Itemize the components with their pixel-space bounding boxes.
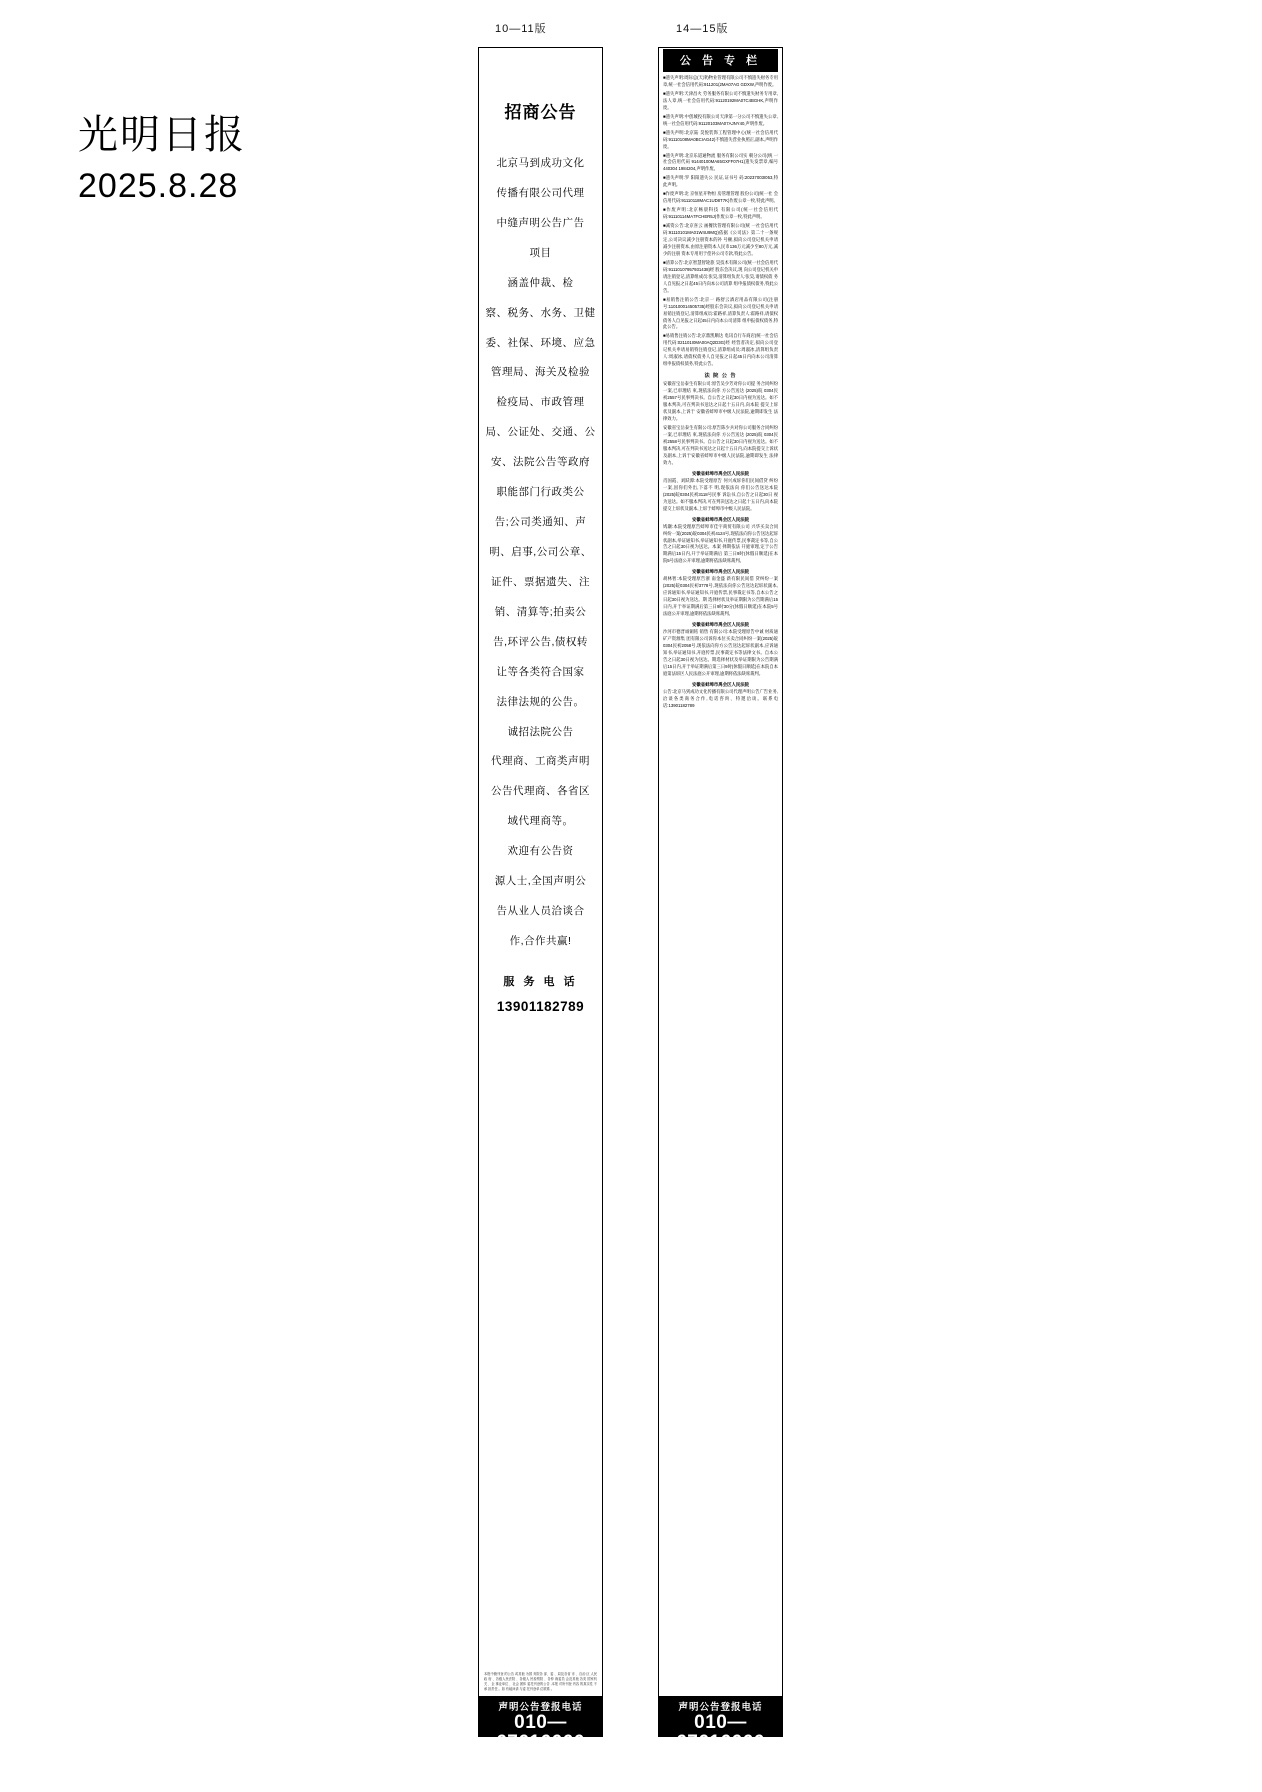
- notice-item: ■遗失声明:北京乐道通物流 服务有限公司实 朝分公司(统 一社会信用代码 91440100MA65GXFF07H1)遗失发票章,编号440304 1984204,声明作废。: [663, 152, 778, 172]
- ad-line: 管理局、海关及检验: [491, 366, 590, 379]
- legal-fineprint: 本报中缝刊登 的公告 或其他 为国 务院各 部、委 、局及各省 市 、自治 区 人民政 府 、各级人民法院 、各级人 民检察院 、各仲 裁委员 会及其他 各类 国家机关 、企 事业单位 、社会 团体 委托刊登的公告 ,本报 对所刊登 内容 的真实性 不承 担责任 。如 有疑问请 与委 托刊登单 位联系 。: [484, 1672, 597, 1692]
- page-range-left: 10—11版: [495, 23, 547, 35]
- masthead: [78, 110, 408, 208]
- ad-line: 察、税务、水务、卫健: [485, 306, 596, 319]
- court-name: 安徽省蚌埠市禹会区人民法院: [691, 681, 750, 687]
- ad-line: 诚招法院公告: [507, 725, 574, 738]
- notice-list: [663, 75, 778, 368]
- ad-line: 让等各类符合国家: [496, 665, 585, 678]
- notice-item: ■遗失声明:罗 阳阳遗失公 民证,证书号 码:20237003I053,特此声明。: [663, 175, 778, 188]
- ad-line: 委、社保、环境、应急: [485, 336, 596, 349]
- ad-line: 代理商、工商类声明: [491, 755, 590, 768]
- notice-item: ■易销售注销公告:北京鼎凯顺达 电讯自行车商店(统一社会信用代码:021101I0MA00AQ2D3G)经 经营者决定,拟向公司登记机关申请易销特注销登记,清算组成员:周淑冰,清算组负责人:周淑冰,请债权债务人自见报之日起45日内向本公司清算 组申报债权债务,特此公告。: [663, 333, 778, 367]
- notice-item: ■遗失声明:天津昌火 劳务服务有限公司不慎遗失财务专用章,法人章,统一社会信用代码:91120192MA07C4BGHK,声明作废。: [663, 90, 778, 110]
- ad-line: 北京马到成功文化: [496, 157, 585, 169]
- page-range-right: 14—15版: [676, 23, 729, 35]
- ad-line: 公告代理商、各省区: [491, 785, 590, 798]
- court-notice-list: [663, 381, 778, 710]
- ad-line: 法律法规的公告。: [496, 695, 585, 708]
- footer-label-left: 声明公告登报电话: [498, 1702, 583, 1713]
- court-name: 安徽省蚌埠市禹会区人民法院: [691, 516, 750, 522]
- ad-line: 传播有限公司代理: [496, 186, 585, 199]
- court-notice-item: 公告:北京马到成功文化传播有限公司代理声明公告广告业务,洽谈各类商务合作,电话咨询、特邀洽谈。联系电话:13901182789: [663, 689, 778, 709]
- court-name: 安徽省蚌埠市禹会区人民法院: [691, 622, 750, 628]
- notice-item: ■遗失声明:周际总(天津)物业管理有限公司不慎遗失财务专用章,统一社会信用代码:911201(2MA07AG GDXW,声明作废。: [663, 75, 778, 87]
- newspaper-title: 光明日报: [78, 113, 246, 157]
- ad-line: 局、公证处、交通、公: [485, 426, 596, 439]
- ad-line: 作,合作共赢!: [509, 934, 572, 947]
- ad-line: 销、清算等;拍卖公: [494, 605, 587, 618]
- notice-item: ■清算公告:北京智慧智轮旅 昊技术有限公司(统一社会信用代码:91110107957931438)经 股东会决议,现 向公司登记机关申请注销登记,清算组成员:张昊,清算组负责人:张昊,请债权债 务人自见报之日起45日内向本公司清算 组申报债权债务,特此公告。: [663, 259, 778, 293]
- ad-line: 安、法院公告等政府: [491, 456, 590, 469]
- ad-line: 域代理商等。: [507, 815, 574, 828]
- ad-line: 告从业人员洽谈合: [496, 905, 585, 918]
- court-notice-item: 沙河市德晋诚铜铭 销售 有限公司:本院受理原告中诚 材质通矿产资源集 团有限公司诉你本位买卖合同纠纷一案(2025)皖0304民初2058号,现依法向你方公告送达起诉状副本,应诉通知书,举证通知书,开庭传票,民事裁定书等法律文书。自本公告之日起30日视为送达。期选择材状及举证期限为公告期满后15日内,开于举证期满后第三日9时(休假日顺延)在本院自本 庭第法诉区人民法庭公开审理,逾期将依法缺席裁判。: [663, 629, 778, 677]
- ad-line: 告;公司类通知、声: [494, 516, 587, 529]
- ad-line: 项目: [529, 246, 552, 259]
- notice-item: ■遗失声明:北京陆 昊悦装饰工程管理中心(统一社会信用代码:91110108MA0BCIAG42)不慎遗失营业执照正,副本,声明作废。: [663, 129, 778, 149]
- ad-line: 明、启事,公司公章、: [489, 545, 592, 558]
- service-phone-label: 服 务 电 话: [503, 975, 578, 988]
- court-notice-item: 肖国霞、刘跃潭:本院受理原告 何兴成诉你们民间借贷 纠纷一案,因你们外出,下落不 明,现依法向 你们公告送达本院(2025)皖0304民初3118号民事 诉讼书,自公告之日起30日 视为送达。如不服本判决,可在判决送达之日起十五日内,向本院提交上诉状及副本,上诉于蚌埠市中级人民法院。: [663, 477, 778, 511]
- court-notice-item: 安徽省宝岳泰生有限公司:原告吴少芳对你公司提 务合同纠纷一案,已审理结 束,现依法向你 方公告送达 (2025)皖 0304民初2557号民事判决书。自公告之日起30日内视为送达。如不 服本判决,可在判决书送达之日起十五日内,向本院 提交上诉状及副本,上诉于 安徽省蚌埠市中级人民法院,逾期即发生 法律效力。: [663, 381, 778, 421]
- ad-title: 招商公告: [504, 103, 577, 122]
- service-phone-number: 13901182789: [496, 998, 585, 1014]
- court-notice-item: 胡林智:本院受理原告浙 南金盛 新有限民间借 贷纠纷一案(2025)皖0304民初3778号,现依法向你公告送达起诉状副本,应诉通知书,举证通知书,开庭传票,民事裁定书等,自本公告之日起30日视为送达。期 选择材状及举证期限为公告期满后15日内,开于举证期满后第三日9时30分(休假日顺延)在本院5号法庭公开审理,逾期将依法缺席裁判。: [663, 576, 778, 617]
- footer-label-right: 声明公告登报电话: [678, 1702, 763, 1713]
- notice-item: ■易销售注销公告:北京一 路舒云酒店用品有限公司(注册号:110100014505735)经股东会决议,拟向公司登记机关申请 易销注销登记,清算组成员:霍路祥,清算负责人:霍路祥,请债权债务人自见报之日起45日内向本公司清算 组申报债权债务,特此公告。: [663, 296, 778, 330]
- ad-line: 欢迎有公告资: [507, 845, 574, 858]
- ad-line: 涵盖仲裁、检: [507, 276, 574, 289]
- newspaper-column-left: [478, 47, 603, 1753]
- court-name: 安徽省蚌埠市禹会区人民法院: [691, 569, 750, 575]
- footer-phone-right: 010—67616666: [676, 1712, 765, 1753]
- footer-left: [479, 1696, 602, 1753]
- ad-line: 检疫局、市政管理: [496, 396, 585, 409]
- ad-body: [484, 149, 597, 957]
- court-notice-item: 安徽省宝岳泰生有限公司:原告陈少兵对你公司服务合同纠纷一案,已审理结 束,现依法向你 方公告送达 (2025)皖 0304民初2558号民事判决书。自公告之日起30日内视为送达。如不 服本判决,可在判决书送达之日起十五日内,向本院提交上诉状及副本,上诉于安徽省蚌埠市中级人民法院,逾期即发生 法律效力。: [663, 424, 778, 465]
- ad-line: 告,环评公告,债权转: [493, 635, 588, 648]
- notice-item: ■减资公告:北京喜云 画餐饮管理有限公司(统 一社会信用代码:91110101MA01W4U9MQ)依据《公司法》第二十一条规定,公司决议减少注册资本的补 号额,拟向公司登记机关申请减少注册资本,由原注册资本人民币136万元减少至80万元,减少的注册 资本专用用于偿补公司专款,特此公告。: [663, 223, 778, 256]
- newspaper-date: 2025.8.28: [78, 167, 239, 205]
- court-notice-item: 鸠灏:本院受理原告蚌埠市佳宇商贸有限公司 兴华买卖合同 纠纷一案(2025)皖0304民初4124号,现依法向你公告送达起诉状副本,举证通知书,举证通知书,开庭传票,民事裁定书等,自公告之日起30日视为送达。本案 择期依法 开庭审理,定于公告期满后15日内,开于举证期满后 第三日9时(休假日顺延)在本院5号法庭公开审理,逾期将依法缺席裁判。: [663, 523, 778, 564]
- newspaper-column-right: [658, 47, 783, 1753]
- notice-item: ■作废声明:北 京恒星开物恒 房管理管理 股份公司(统一社 会信用代码:91110118MAC1UD8T7K)作废公章一枚,特此声明。: [663, 191, 778, 204]
- notice-item: ■作废声明:北京畅晨科技 有限公司(统一社会信用代码:91110114MA7FCHER5J)作废公章一枚,特此声明。: [663, 207, 778, 220]
- footer-right: [659, 1696, 782, 1753]
- court-name: 安徽省蚌埠市禹会区人民法院: [691, 470, 750, 476]
- ad-line: 职能部门行政类公: [496, 486, 585, 499]
- notice-item: ■遗失声明:中创城投有限公司天津第一分公司不慎遗失公章,统一社会信用代码:91120103MA07AJNY40,声明作废。: [663, 113, 778, 126]
- ad-line: 中缝声明公告广告: [496, 216, 585, 229]
- court-section-title: 法 院 公 告: [704, 373, 737, 380]
- ad-line: 证件、票据遗失、注: [491, 575, 590, 588]
- ad-line: 源人士,全国声明公: [494, 875, 587, 888]
- section-banner: 公 告 专 栏: [663, 49, 778, 72]
- footer-phone-left: 010—67616666: [496, 1712, 585, 1753]
